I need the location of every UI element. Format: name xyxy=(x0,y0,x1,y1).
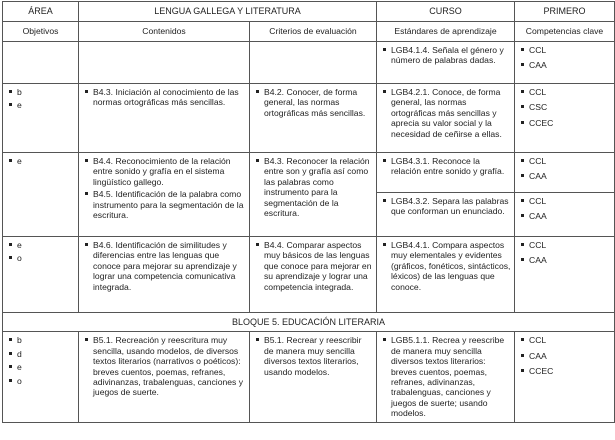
area-header: ÁREA xyxy=(3,2,79,22)
objetivos-cell xyxy=(3,42,79,84)
list-item: CCL xyxy=(519,156,611,166)
list-item: o xyxy=(7,253,75,263)
list-item: B4.3. Reconocer la relación entre son y grafía así como las palabras como instrumento para la segmentación de la escritura. xyxy=(254,156,373,218)
list-item: B4.4. Reconocimiento de la relación entre sonido y grafía en el sistema lingüístico gallego. xyxy=(83,156,246,187)
objetivos-cell xyxy=(3,153,79,237)
list-item: B5.1. Recreación y reescritura muy sencilla, usando modelos, de diversos textos literarios (narrativos o poéticos): breves cuentos, poemas, refranes, adivinanzas, trabalenguas, canciones y juegos de suerte. xyxy=(83,335,246,397)
list-item: CAA xyxy=(519,211,611,221)
column-contenidos: Contenidos xyxy=(79,22,250,42)
list-item: e xyxy=(7,362,75,372)
list-item: B4.3. Iniciación al conocimiento de las normas ortográficas más sencillas. xyxy=(83,87,246,108)
list-item: CAA xyxy=(519,351,611,361)
criterios-cell xyxy=(250,42,377,84)
criterios-cell xyxy=(250,237,377,313)
table-row xyxy=(3,332,615,422)
list-item: CSC xyxy=(519,102,611,112)
competencias-cell xyxy=(515,153,615,193)
column-criterios: Criterios de evaluación xyxy=(250,22,377,42)
criterios-cell xyxy=(250,332,377,422)
list-item: LGB4.2.1. Conoce, de forma general, las normas ortográficas más sencillas y aprecia su valor social y la necesidad de ceñirse a ellas. xyxy=(381,87,511,139)
list-item: CCEC xyxy=(519,118,611,128)
list-item: CAA xyxy=(519,60,611,70)
list-item: o xyxy=(7,376,75,386)
list-item: b xyxy=(7,87,75,97)
list-item: B4.2. Conocer, de forma general, las normas ortográficas más sencillas. xyxy=(254,87,373,118)
competencias-cell xyxy=(515,237,615,313)
contenidos-cell xyxy=(79,237,250,313)
list-item: B5.1. Recrear y reescribir de manera muy sencilla diversos textos literarios, usando modelos. xyxy=(254,335,373,377)
objetivos-cell xyxy=(3,84,79,153)
criterios-cell xyxy=(250,153,377,237)
list-item: CAA xyxy=(519,255,611,265)
curriculum-table xyxy=(2,1,615,423)
column-objetivos: Objetivos xyxy=(3,22,79,42)
competencias-cell xyxy=(515,332,615,422)
curso-value: PRIMERO xyxy=(515,2,615,22)
table-row xyxy=(3,42,615,84)
list-item: LGB4.1.4. Señala el género y número de palabras dadas. xyxy=(381,45,511,66)
competencias-cell xyxy=(515,42,615,84)
contenidos-cell xyxy=(79,42,250,84)
list-item: e xyxy=(7,240,75,250)
estandares-cell xyxy=(377,42,515,84)
estandares-cell xyxy=(377,193,515,237)
estandares-cell xyxy=(377,237,515,313)
list-item: B4.4. Comparar aspectos muy básicos de las lenguas que conoce para mejorar en su aprendizaje y lograr una competencia integrada. xyxy=(254,240,373,292)
block-title: BLOQUE 5. EDUCACIÓN LITERARIA xyxy=(3,313,615,332)
list-item: d xyxy=(7,349,75,359)
list-item: LGB4.3.1. Reconoce la relación entre sonido y grafía. xyxy=(381,156,511,177)
competencias-cell xyxy=(515,84,615,153)
list-item: e xyxy=(7,156,75,166)
estandares-cell xyxy=(377,84,515,153)
list-item: b xyxy=(7,335,75,345)
contenidos-cell xyxy=(79,84,250,153)
list-item: CCL xyxy=(519,87,611,97)
objetivos-cell xyxy=(3,237,79,313)
contenidos-cell xyxy=(79,332,250,422)
column-estandares: Estándares de aprendizaje xyxy=(377,22,515,42)
list-item: CAA xyxy=(519,171,611,181)
objetivos-cell xyxy=(3,332,79,422)
list-item: LGB5.1.1. Recrea y reescribe de manera muy sencilla diversos textos literarios: breves cuentos, poemas, refranes, adivinanzas, trabalenguas, canciones y juegos de suerte; usando modelos. xyxy=(381,335,511,418)
estandares-cell xyxy=(377,332,515,422)
criterios-cell xyxy=(250,84,377,153)
table-row xyxy=(3,84,615,153)
list-item: LGB4.3.2. Separa las palabras que conforman un enunciado. xyxy=(381,196,511,217)
list-item: CCL xyxy=(519,335,611,345)
estandares-cell xyxy=(377,153,515,193)
table-row xyxy=(3,237,615,313)
competencias-cell xyxy=(515,193,615,237)
list-item: CCL xyxy=(519,196,611,206)
list-item: CCL xyxy=(519,45,611,55)
column-competencias: Competencias clave xyxy=(515,22,615,42)
list-item: B4.6. Identificación de similitudes y diferencias entre las lenguas que conoce para mejorar su aprendizaje y lograr una competencia comunicativa integrada. xyxy=(83,240,246,292)
list-item: e xyxy=(7,100,75,110)
list-item: B4.5. Identificación de la palabra como instrumento para la segmentación de la escritura. xyxy=(83,189,246,220)
contenidos-cell xyxy=(79,153,250,237)
subject-header: LENGUA GALLEGA Y LITERATURA xyxy=(79,2,377,22)
list-item: CCEC xyxy=(519,366,611,376)
table-row xyxy=(3,153,615,193)
list-item: LGB4.4.1. Compara aspectos muy elementales y evidentes (gráficos, fonéticos, sintácticos, léxicos) de las lenguas que conoce. xyxy=(381,240,511,292)
list-item: CCL xyxy=(519,240,611,250)
curso-header: CURSO xyxy=(377,2,515,22)
